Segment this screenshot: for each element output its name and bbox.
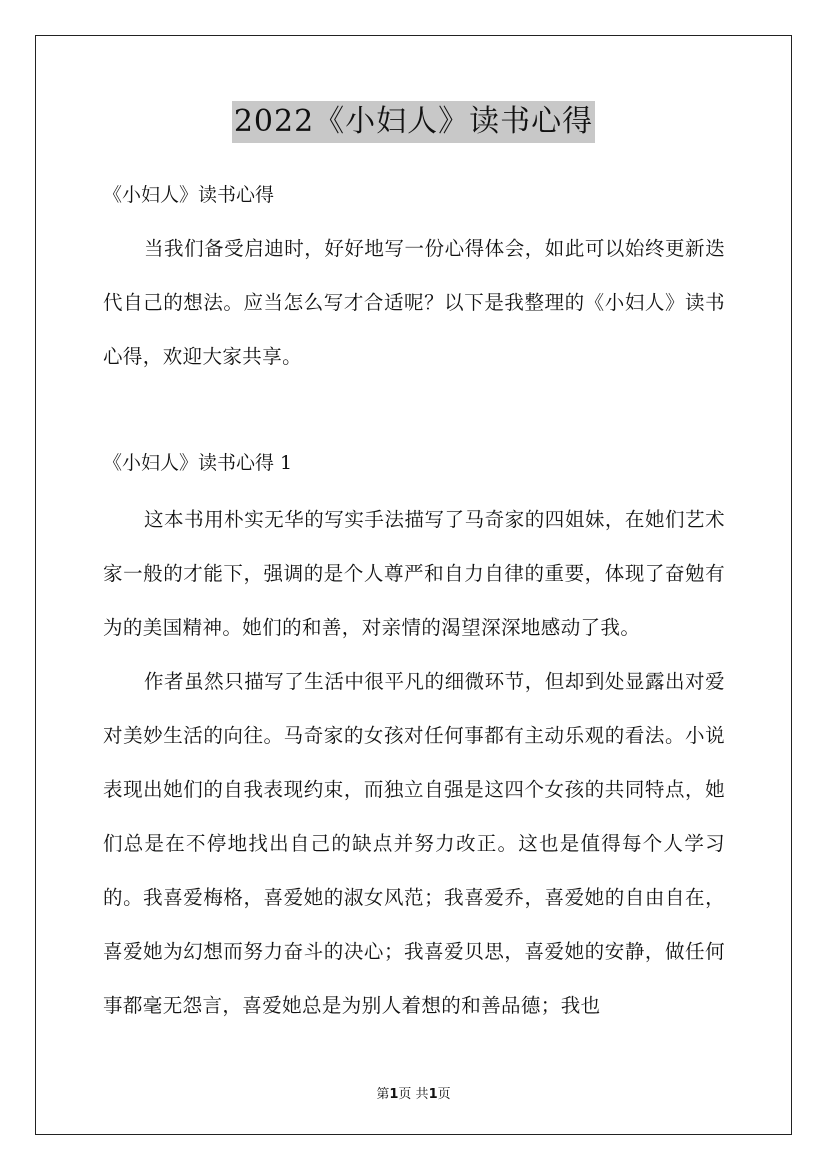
- footer-suffix: 页: [437, 1087, 451, 1102]
- body-paragraph-2: 作者虽然只描写了生活中很平凡的细微环节，但却到处显露出对爱对美妙生活的向往。马奇家的女孩对任何事都有主动乐观的看法。小说表现出她们的自我表现约束，而独立自强是这四个女孩的共同特点，她们总是在不停地找出自己的缺点并努力改正。这也是值得每个人学习的。我喜爱梅格，喜爱她的淑女风范；我喜爱乔，喜爱她的自由自在，喜爱她为幻想而努力奋斗的决心；我喜爱贝思，喜爱她的安静，做任何事都毫无怨言，喜爱她总是为别人着想的和善品德；我也: [103, 670, 725, 1017]
- section-heading: 《小妇人》读书心得 1: [103, 452, 293, 474]
- document-title-wrapper: [0, 101, 827, 143]
- page-footer: [0, 1083, 827, 1102]
- footer-page-number: 1: [389, 1087, 399, 1102]
- body-paragraph-1: 这本书用朴实无华的写实手法描写了马奇家的四姐妹，在她们艺术家一般的才能下，强调的是个人尊严和自力自律的重要，体现了奋勉有为的美国精神。她们的和善，对亲情的渴望深深地感动了我。: [103, 508, 725, 639]
- document-title: 2022《小妇人》读书心得: [232, 101, 595, 143]
- document-subtitle: 《小妇人》读书心得: [103, 184, 275, 206]
- footer-mid: 页 共: [398, 1087, 429, 1102]
- intro-paragraph: 当我们备受启迪时，好好地写一份心得体会，如此可以始终更新迭代自己的想法。应当怎么写才合适呢？以下是我整理的《小妇人》读书心得，欢迎大家共享。: [103, 237, 725, 368]
- footer-prefix: 第: [376, 1087, 390, 1102]
- footer-total-pages: 1: [428, 1087, 438, 1102]
